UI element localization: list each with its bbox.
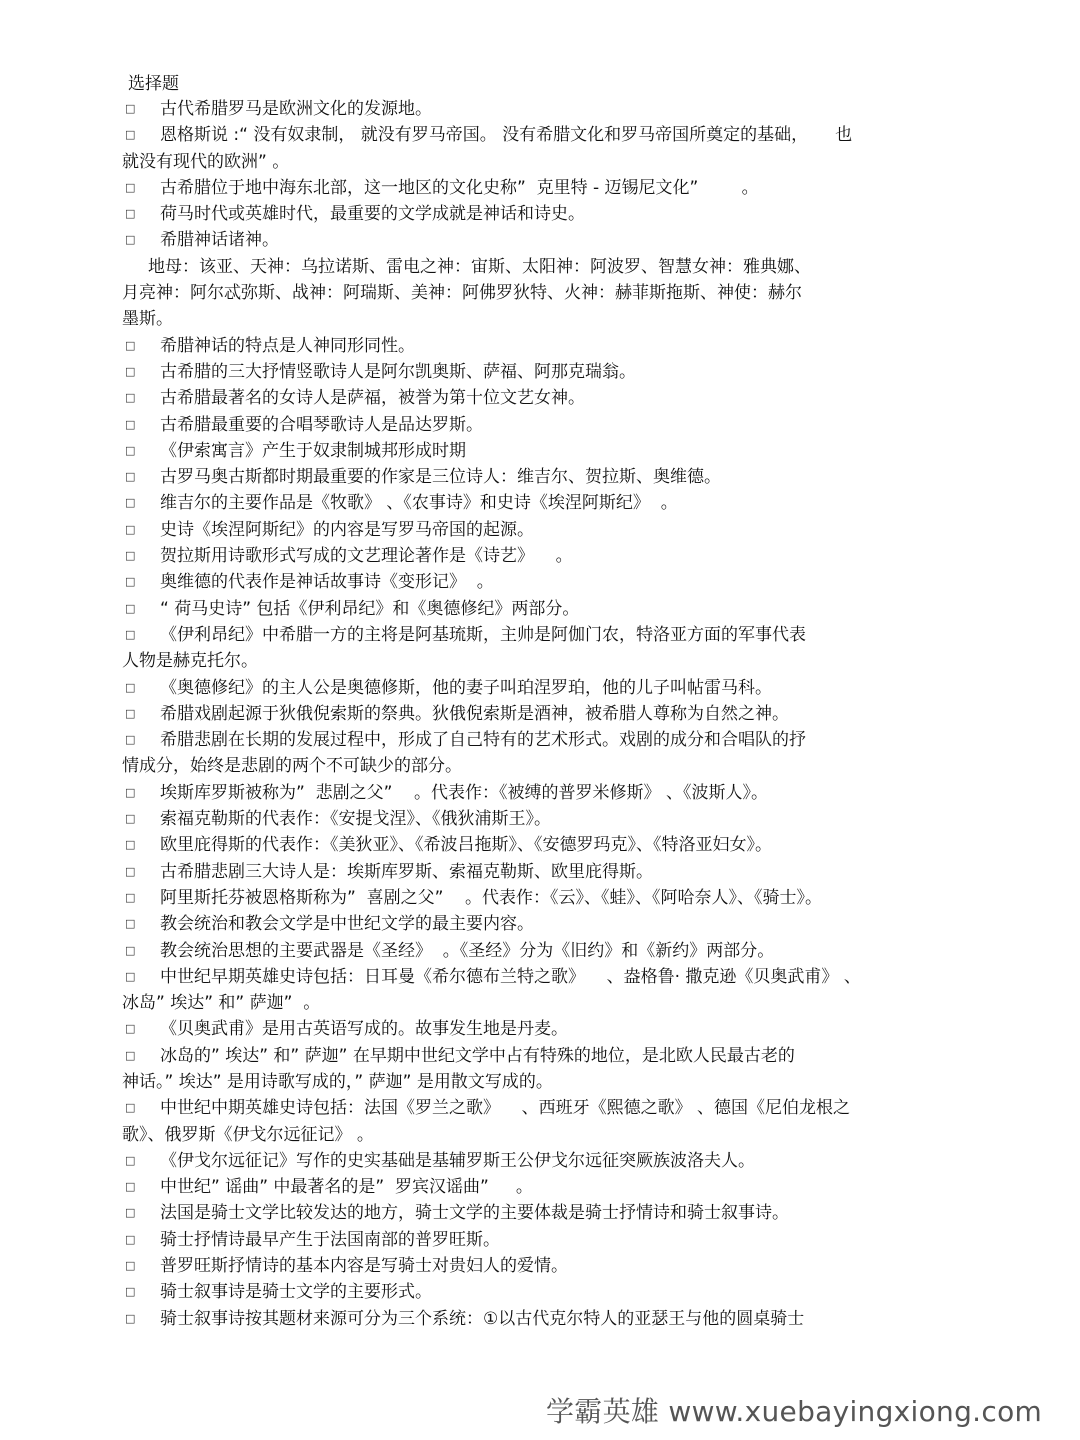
list-item-text: “ 荷马史诗” 包括《伊利昂纪》和《奥德修纪》两部分。 [160,598,580,619]
checkbox-bullet-icon: □ [125,1048,136,1062]
list-item-text: 骑士叙事诗是骑士文学的主要形式。 [160,1282,432,1303]
list-item-text: 希腊悲剧在长期的发展过程中，形成了自己特有的艺术形式。戏剧的成分和合唱队的抒 [160,730,806,751]
list-item [0,359,1080,385]
list-item [0,175,1080,201]
list-item [0,596,1080,622]
list-item-text: 墨斯。 [122,309,173,330]
list-item [0,1043,1080,1069]
checkbox-bullet-icon: □ [125,1153,136,1167]
list-item [0,806,1080,832]
checkbox-bullet-icon: □ [125,1259,136,1273]
list-item-text: 人物是赫克托尔。 [122,651,258,672]
list-item [0,333,1080,359]
list-item [0,885,1080,911]
list-item [0,464,1080,490]
list-item [0,727,1080,753]
checkbox-bullet-icon: □ [125,627,136,641]
list-item-text: 阿里斯托芬被恩格斯称为” 喜剧之父” 。代表作：《云》、《蛙》、《阿哈奈人》、《骑士》。 [160,887,823,908]
list-item-text: 《伊利昂纪》中希腊一方的主将是阿基琉斯，主帅是阿伽门农，特洛亚方面的军事代表 [160,624,806,645]
list-item-text: 希腊神话的特点是人神同形同性。 [160,335,415,356]
list-item-text: 恩格斯说 :“ 没有奴隶制， 就没有罗马帝国。 没有希腊文化和罗马帝国所奠定的基础， 也 [160,125,853,146]
list-item [0,1200,1080,1226]
list-item [0,832,1080,858]
list-item-text: 贺拉斯用诗歌形式写成的文艺理论著作是《诗艺》 。 [160,546,573,567]
checkbox-bullet-icon: □ [125,549,136,563]
list-item [0,1016,1080,1042]
checkbox-bullet-icon: □ [125,733,136,747]
list-item-text: 教会统治和教会文学是中世纪文学的最主要内容。 [160,914,534,935]
list-item [0,122,1080,148]
list-item-text: 月亮神：阿尔忒弥斯、战神：阿瑞斯、美神：阿佛罗狄特、火神：赫菲斯拖斯、神使：赫尔 [122,283,802,304]
list-item [0,938,1080,964]
list-item-text: 神话。” 埃达” 是用诗歌写成的，” 萨迦” 是用散文写成的。 [122,1071,553,1092]
list-item [0,438,1080,464]
list-item-text: 古罗马奥古斯都时期最重要的作家是三位诗人：维吉尔、贺拉斯、奥维德。 [160,467,721,488]
list-item-text: 奥维德的代表作是神话故事诗《变形记》 。 [160,572,494,593]
list-item-continuation [0,280,1080,306]
checkbox-bullet-icon: □ [125,496,136,510]
list-item [0,1095,1080,1121]
checkbox-bullet-icon: □ [125,864,136,878]
list-item-text: 索福克勒斯的代表作：《安提戈涅》、《俄狄浦斯王》。 [160,809,551,830]
list-item [0,517,1080,543]
checkbox-bullet-icon: □ [125,233,136,247]
checkbox-bullet-icon: □ [125,1022,136,1036]
list-item-text: 骑士抒情诗最早产生于法国南部的普罗旺斯。 [160,1229,500,1250]
list-item [0,780,1080,806]
checkbox-bullet-icon: □ [125,785,136,799]
list-item [0,201,1080,227]
list-item [0,227,1080,253]
checkbox-bullet-icon: □ [125,391,136,405]
list-item-text: 维吉尔的主要作品是《牧歌》 、《农事诗》和史诗《埃涅阿斯纪》 。 [160,493,678,514]
list-item [0,622,1080,648]
checkbox-bullet-icon: □ [125,890,136,904]
checkbox-bullet-icon: □ [125,364,136,378]
list-item-continuation [0,1122,1080,1148]
list-item-continuation [0,648,1080,674]
checkbox-bullet-icon: □ [125,180,136,194]
list-item-text: 《伊戈尔远征记》写作的史实基础是基辅罗斯王公伊戈尔远征突厥族波洛夫人。 [160,1150,755,1171]
list-item [0,964,1080,990]
list-item-text: 古代希腊罗马是欧洲文化的发源地。 [160,99,432,119]
text-lines [0,96,1080,1332]
list-item [0,1148,1080,1174]
checkbox-bullet-icon: □ [125,102,136,115]
list-item-continuation [0,306,1080,332]
list-item [0,675,1080,701]
checkbox-bullet-icon: □ [125,812,136,826]
list-item-text: 古希腊位于地中海东北部，这一地区的文化史称” 克里特 - 迈锡尼文化” 。 [160,177,759,198]
list-item [0,385,1080,411]
checkbox-bullet-icon: □ [125,1311,136,1325]
checkbox-bullet-icon: □ [125,706,136,720]
list-item-text: 法国是骑士文学比较发达的地方，骑士文学的主要体裁是骑士抒情诗和骑士叙事诗。 [160,1203,789,1224]
list-item-text: 情成分，始终是悲剧的两个不可缺少的部分。 [122,756,462,777]
list-item-text: 骑士叙事诗按其题材来源可分为三个系统：①以古代克尔特人的亚瑟王与他的圆桌骑士 [160,1308,805,1329]
list-item-continuation [0,990,1080,1016]
checkbox-bullet-icon: □ [125,917,136,931]
list-item-text: 希腊戏剧起源于狄俄倪索斯的祭典。狄俄倪索斯是酒神，被希腊人尊称为自然之神。 [160,703,789,724]
list-item [0,1279,1080,1305]
checkbox-bullet-icon: □ [125,601,136,615]
list-item-text: 就没有现代的欧洲” 。 [122,151,290,172]
list-item-text: 《奥德修纪》的主人公是奥德修斯，他的妻子叫珀涅罗珀，他的儿子叫帖雷马科。 [160,677,772,698]
checkbox-bullet-icon: □ [125,575,136,589]
list-item [0,543,1080,569]
list-item [0,1174,1080,1200]
checkbox-bullet-icon: □ [125,1232,136,1246]
list-item-text: 埃斯库罗斯被称为” 悲剧之父” 。代表作：《被缚的普罗米修斯》 、《波斯人》。 [160,782,768,803]
list-item-text: 史诗《埃涅阿斯纪》的内容是写罗马帝国的起源。 [160,519,534,540]
list-item [0,1253,1080,1279]
checkbox-bullet-icon: □ [125,680,136,694]
list-item [0,96,1080,122]
list-item [0,412,1080,438]
checkbox-bullet-icon: □ [125,443,136,457]
checkbox-bullet-icon: □ [125,338,136,352]
list-item-text: 教会统治思想的主要武器是《圣经》 。《圣经》分为《旧约》和《新约》两部分。 [160,940,775,961]
list-item [0,911,1080,937]
checkbox-bullet-icon: □ [125,470,136,484]
list-item-text: 冰岛的” 埃达” 和” 萨迦” 在早期中世纪文学中占有特殊的地位，是北欧人民最古老的 [160,1045,795,1066]
checkbox-bullet-icon: □ [125,943,136,957]
list-item [0,1306,1080,1332]
list-item-text: 中世纪” 谣曲” 中最著名的是” 罗宾汉谣曲” 。 [160,1177,533,1198]
site-watermark: 学霸英雄 www.xuebayingxiong.com [546,1395,1043,1428]
list-item-text: 地母：该亚、天神：乌拉诺斯、雷电之神：宙斯、太阳神：阿波罗、智慧女神：雅典娜、 [148,256,811,277]
list-item-text: 古希腊悲剧三大诗人是：埃斯库罗斯、索福克勒斯、欧里庇得斯。 [160,861,653,882]
checkbox-bullet-icon: □ [125,1180,136,1194]
list-item [0,701,1080,727]
list-item [0,859,1080,885]
checkbox-bullet-icon: □ [125,969,136,983]
list-item-text: 荷马时代或英雄时代，最重要的文学成就是神话和诗史。 [160,204,585,225]
list-item-text: 《贝奥武甫》是用古英语写成的。故事发生地是丹麦。 [160,1019,568,1040]
list-item-text: 欧里庇得斯的代表作：《美狄亚》、《希波吕拖斯》、《安德罗玛克》、《特洛亚妇女》。 [160,835,772,856]
list-item-text: 冰岛” 埃达” 和” 萨迦” 。 [122,993,321,1014]
section-heading: 选择题 [128,74,179,94]
list-item-text: 古希腊的三大抒情竖歌诗人是阿尔凯奥斯、萨福、阿那克瑞翁。 [160,361,636,382]
list-item [0,490,1080,516]
list-item-text: 《伊索寓言》产生于奴隶制城邦形成时期 [160,440,466,461]
list-item-text: 中世纪中期英雄史诗包括：法国《罗兰之歌》 、西班牙《熙德之歌》 、德国《尼伯龙根之 [160,1098,851,1119]
list-item-continuation [0,149,1080,175]
checkbox-bullet-icon: □ [125,207,136,221]
list-item-text: 古希腊最重要的合唱琴歌诗人是品达罗斯。 [160,414,483,435]
checkbox-bullet-icon: □ [125,1206,136,1220]
list-item-continuation [0,1069,1080,1095]
list-item-text: 普罗旺斯抒情诗的基本内容是写骑士对贵妇人的爱情。 [160,1256,568,1277]
list-item-text: 希腊神话诸神。 [160,230,279,251]
list-item-text: 中世纪早期英雄史诗包括：日耳曼《希尔德布兰特之歌》 、盎格鲁· 撒克逊《贝奥武甫》 、 [160,966,861,987]
list-item-continuation [0,254,1080,280]
checkbox-bullet-icon: □ [125,1101,136,1115]
checkbox-bullet-icon: □ [125,417,136,431]
checkbox-bullet-icon: □ [125,1285,136,1299]
list-item [0,569,1080,595]
list-item-continuation [0,753,1080,779]
list-item-text: 歌》、俄罗斯《伊戈尔远征记》 。 [122,1124,374,1145]
checkbox-bullet-icon: □ [125,128,136,142]
list-item [0,1227,1080,1253]
list-item-text: 古希腊最著名的女诗人是萨福，被誉为第十位文艺女神。 [160,388,585,409]
checkbox-bullet-icon: □ [125,522,136,536]
checkbox-bullet-icon: □ [125,838,136,852]
